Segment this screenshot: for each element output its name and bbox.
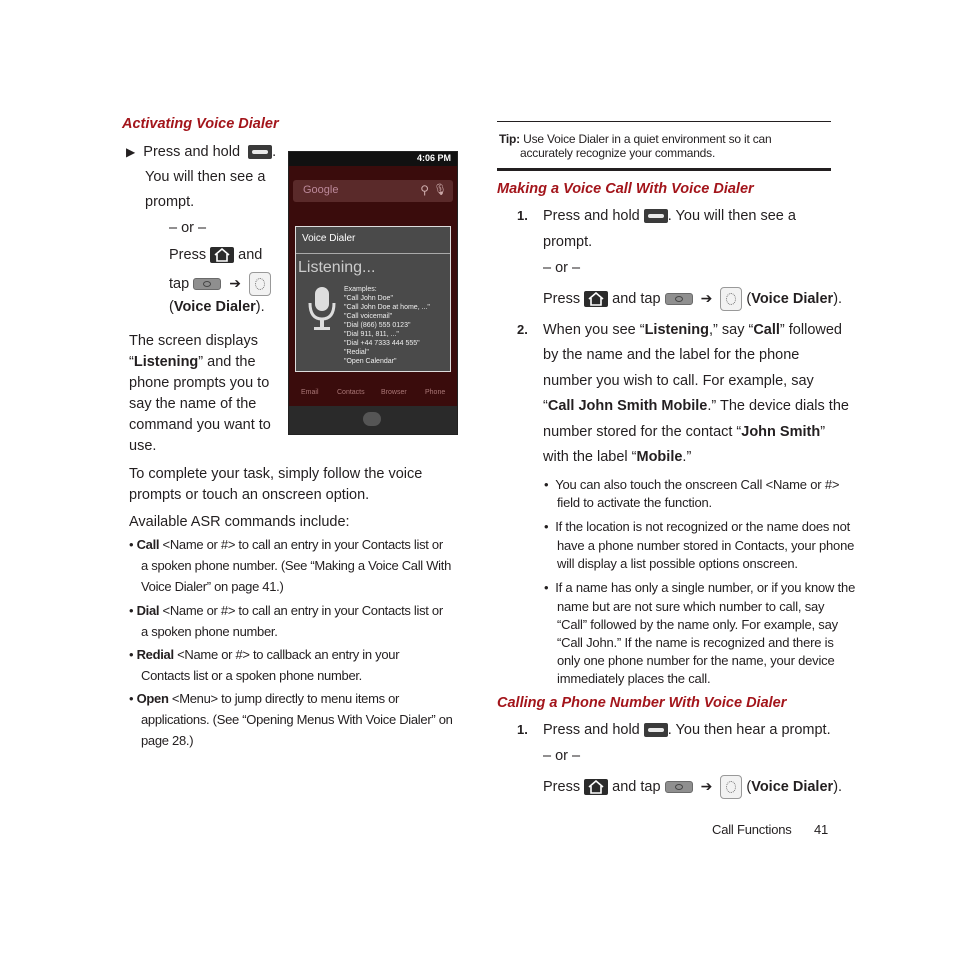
text: When you see “ <box>543 322 645 338</box>
cmd-call-desc: <Name or #> to call an entry in your Contacts list or <box>159 537 443 552</box>
quote: “ <box>129 354 134 370</box>
cmd-open-desc: <Menu> to jump directly to menu items or <box>168 691 400 706</box>
paren-open: ( <box>169 299 174 315</box>
example-item: "Dial (866) 555 0123" <box>344 322 411 329</box>
voice-dialer-app-icon <box>720 775 742 799</box>
dock-browser: Browser <box>381 389 407 396</box>
cmd-redial-bold: Redial <box>136 647 174 662</box>
making-step-1-number: 1. <box>517 208 528 223</box>
note-2-line-2: have a phone number stored in Contacts, your phone <box>557 538 855 553</box>
cmd-dial-bold: Dial <box>136 603 160 618</box>
dialog-divider <box>296 253 450 254</box>
making-step-2-line-6 <box>543 448 691 466</box>
calling-press-line <box>543 775 842 799</box>
call-key-icon <box>644 209 668 223</box>
search-icon: ⚲ <box>420 183 429 197</box>
call-key-icon <box>248 145 272 159</box>
section-heading-making: Making a Voice Call With Voice Dialer <box>497 181 754 197</box>
text: If a name has only a single number, or if you know the <box>555 580 856 595</box>
making-step-2-line-4 <box>543 397 849 415</box>
text: “ <box>543 398 548 414</box>
menu-key-icon <box>665 781 693 793</box>
note-1-line-2: field to activate the function. <box>557 495 712 510</box>
step-prompt: prompt. <box>145 194 195 210</box>
period: . <box>272 144 277 160</box>
making-step-2-line-5 <box>543 423 825 441</box>
cmd-open-line-1: • Open <Menu> to jump directly to menu items or <box>129 691 400 706</box>
text: Press and hold <box>543 722 640 738</box>
text: .” The device dials the <box>707 398 849 414</box>
text: ,” say “ <box>709 322 754 338</box>
and-tap-text: and tap <box>612 290 661 307</box>
arrow-icon: ➔ <box>229 274 241 291</box>
cmd-redial-line-1: • Redial <Name or #> to callback an entry in your <box>129 647 400 662</box>
cmd-open-bold: Open <box>136 691 169 706</box>
press-text: Press <box>543 290 581 307</box>
cmd-call-bold: Call <box>136 537 160 552</box>
text: .” <box>682 449 692 465</box>
mobile-bold: Mobile <box>636 449 683 465</box>
text: with the label “ <box>543 449 637 465</box>
launcher-bar <box>289 406 457 434</box>
tip-box <box>497 121 831 171</box>
example-item: "Open Calendar" <box>344 358 397 365</box>
text: . You then hear a prompt. <box>667 722 831 738</box>
step-text: Press and hold <box>143 144 241 160</box>
voice-dialer-dialog <box>295 226 451 372</box>
cmd-redial-desc: <Name or #> to callback an entry in your <box>173 647 400 662</box>
status-time: 4:06 PM <box>416 153 451 163</box>
calling-or: – or – <box>543 748 581 764</box>
making-step-2-line-2: by the name and the label for the phone <box>543 347 800 363</box>
microphone-icon <box>306 285 338 337</box>
text: ” followed <box>779 322 842 338</box>
calling-step-1-number: 1. <box>517 722 528 737</box>
tip-text-1: Use Voice Dialer in a quiet environment so it can <box>519 132 772 146</box>
complete-text-1: To complete your task, simply follow the voice <box>129 466 423 482</box>
cmd-open-line-3: page 28.) <box>141 733 194 748</box>
screen-text-5: command you want to <box>129 417 271 433</box>
voice-dialer-bold: Voice Dialer <box>173 299 256 315</box>
section-heading-activating: Activating Voice Dialer <box>122 116 279 132</box>
paren-open: ( <box>746 290 752 307</box>
home-key-icon <box>210 247 234 263</box>
paren-open: ( <box>746 778 752 795</box>
dock-email: Email <box>301 389 319 396</box>
step-press-hold <box>126 143 276 161</box>
note-2-line-1: • If the location is not recognized or the name does not <box>544 519 851 534</box>
voice-dialer-app-icon <box>720 287 742 311</box>
examples-label: Examples: <box>344 286 377 293</box>
note-1-line-1: • You can also touch the onscreen Call <Name or #> <box>544 477 840 492</box>
contact-bold: John Smith <box>741 424 821 440</box>
google-search-bar <box>293 180 453 202</box>
listening-bold: Listening <box>644 322 710 338</box>
making-step-2-line-1 <box>543 321 842 339</box>
cmd-call-line-3: Voice Dialer” on page 41.) <box>141 579 284 594</box>
home-key-icon <box>584 291 608 307</box>
voice-dialer-label <box>169 298 265 316</box>
press-text: Press <box>543 778 581 795</box>
example-item: "Call voicemail" <box>344 313 393 320</box>
available-text: Available ASR commands include: <box>129 514 350 530</box>
menu-key-icon <box>193 278 221 290</box>
menu-key-icon <box>665 293 693 305</box>
note-2-line-3: will display a list possible options onscreen. <box>557 556 798 571</box>
and-tap-text: and tap <box>612 778 661 795</box>
complete-text-2: prompts or touch an onscreen option. <box>129 487 370 503</box>
quote-end: ” and the <box>198 354 256 370</box>
tip-label: Tip: <box>499 132 520 146</box>
call-bold: Call <box>753 322 780 338</box>
dock-phone: Phone <box>425 389 446 396</box>
page-number: 41 <box>814 822 829 837</box>
note-3-line-2: name but are not sure which number to call, say <box>557 599 825 614</box>
or-separator: – or – <box>169 220 207 236</box>
cmd-dial-line-1: • Dial <Name or #> to call an entry in your Contacts list or <box>129 603 443 618</box>
screen-text-1: The screen displays <box>129 333 258 349</box>
making-press-line <box>543 287 842 311</box>
text: Press and hold <box>543 208 640 224</box>
and-text: and <box>238 247 263 263</box>
voice-dialer-bold: Voice Dialer <box>751 290 834 307</box>
step-then: You will then see a <box>145 169 266 185</box>
screen-text-2 <box>129 353 256 371</box>
text: number stored for the contact “ <box>543 424 742 440</box>
mic-icon: 🎙 <box>433 184 447 196</box>
making-or: – or – <box>543 260 581 276</box>
cmd-redial-line-2: Contacts list or a spoken phone number. <box>141 668 362 683</box>
making-step-1-line-1 <box>543 207 796 225</box>
note-3-line-4: “Call John.” If the name is recognized and there is <box>557 635 834 650</box>
arrow-icon: ➔ <box>700 777 713 794</box>
search-text: Google <box>303 184 339 196</box>
note-3-line-5: only one phone number for the name, your device <box>557 653 835 668</box>
example-item: "Call John Doe at home, ..." <box>344 304 430 311</box>
note-3-line-1: • If a name has only a single number, or if you know the <box>544 580 856 595</box>
tap-menu-line <box>169 272 271 296</box>
cmd-call-line-2: a spoken phone number. (See “Making a Voice Call With <box>141 558 452 573</box>
paren-close: ). <box>833 290 843 307</box>
launcher-icon <box>363 412 381 426</box>
making-step-2-line-3: number you wish to call. For example, say <box>543 373 814 389</box>
screen-text-4: say the name of the <box>129 396 257 412</box>
listening-text: Listening... <box>298 259 376 276</box>
paren-close: ). <box>833 778 843 795</box>
example-item: "Dial 911, 811, ..." <box>344 331 399 338</box>
voice-dialer-app-icon <box>249 272 271 296</box>
cmd-dial-desc: <Name or #> to call an entry in your Contacts list or <box>159 603 443 618</box>
dialog-title: Voice Dialer <box>302 233 356 244</box>
arrow-icon: ➔ <box>700 289 713 306</box>
screen-text-6: use. <box>129 438 157 454</box>
tap-text: tap <box>169 275 190 292</box>
dock-contacts: Contacts <box>337 389 365 396</box>
footer-section: Call Functions <box>712 822 792 837</box>
cmd-open-line-2: applications. (See “Opening Menus With Voice Dialer” on <box>141 712 453 727</box>
listening-bold: Listening <box>133 354 199 370</box>
phone-screenshot <box>288 151 458 435</box>
press-text: Press <box>169 247 207 263</box>
screen-text-3: phone prompts you to <box>129 375 270 391</box>
voice-dialer-bold: Voice Dialer <box>751 778 834 795</box>
examples-list <box>344 285 430 366</box>
status-bar <box>289 152 457 166</box>
paren-close: ). <box>255 299 265 315</box>
example-item: "Redial" <box>344 349 369 356</box>
calling-step-1-line-1 <box>543 721 831 739</box>
text: You can also touch the onscreen Call <Name or #> <box>555 477 840 492</box>
press-home-line <box>169 246 262 264</box>
text: ” <box>820 424 826 440</box>
note-3-line-3: “Call” followed by the name only. For example, say <box>557 617 838 632</box>
home-key-icon <box>584 779 608 795</box>
example-bold: Call John Smith Mobile <box>547 398 708 414</box>
tip-line-2: accurately recognize your commands. <box>520 146 716 160</box>
making-step-1-line-2: prompt. <box>543 234 593 250</box>
call-key-icon <box>644 723 668 737</box>
text: . You will then see a <box>667 208 796 224</box>
note-3-line-6: immediately places the call. <box>557 671 711 686</box>
example-item: "Dial +44 7333 444 555" <box>344 340 420 347</box>
dock <box>289 374 457 402</box>
text: If the location is not recognized or the name does not <box>555 519 851 534</box>
triangle-bullet-icon: ▶ <box>126 145 136 159</box>
making-step-2-number: 2. <box>517 322 528 337</box>
cmd-call-line-1: • Call <Name or #> to call an entry in your Contacts list or <box>129 537 443 552</box>
section-heading-calling: Calling a Phone Number With Voice Dialer <box>497 695 787 711</box>
example-item: "Call John Doe" <box>344 295 393 302</box>
cmd-dial-line-2: a spoken phone number. <box>141 624 278 639</box>
